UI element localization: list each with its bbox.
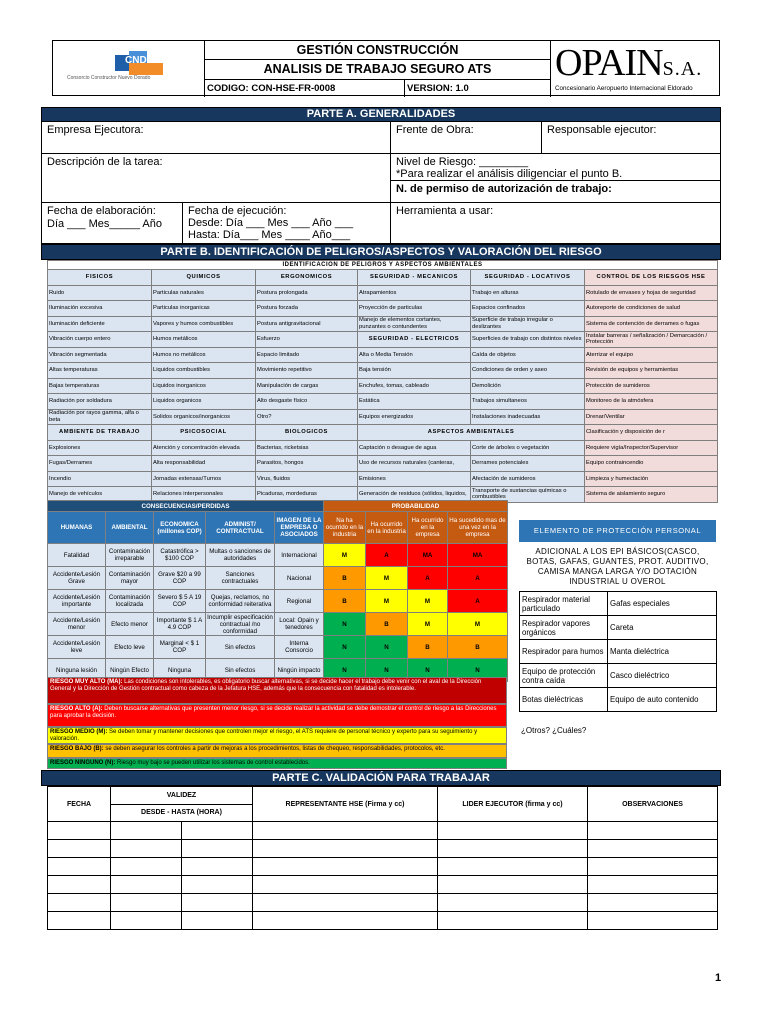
hazard-option[interactable]: Trabajos simultaneos	[471, 394, 585, 410]
validation-cell[interactable]	[111, 876, 253, 894]
validation-cell[interactable]	[111, 822, 253, 840]
hazard-option[interactable]: Humos metálicos	[152, 332, 256, 348]
risk-level-cell[interactable]: B	[324, 567, 366, 590]
consequence-cell: Accidente/Lesión menor	[48, 613, 106, 636]
risk-level-cell[interactable]: A	[448, 567, 508, 590]
hazard-option[interactable]: Requiere vigía/Inspector/Supervisor	[585, 440, 718, 456]
epp-item[interactable]: Respirador para humos	[520, 640, 608, 664]
hazard-category-header: AMBIENTE DE TRABAJO	[48, 425, 152, 441]
hasta-cell[interactable]	[182, 876, 252, 893]
hazards-table	[47, 260, 718, 503]
hazard-option[interactable]: Rotulado de envases y hojas de seguridad	[585, 285, 718, 301]
hazard-option[interactable]: Jornadas extensas/Turnos	[152, 471, 256, 487]
hazard-option[interactable]: Demolición	[471, 378, 585, 394]
risk-level-cell[interactable]: B	[324, 590, 366, 613]
hazard-option[interactable]: Alta o Media Tensión	[358, 347, 471, 363]
risk-legend-text: Se deben tomar y mantener decisiones que controlen mejor el riesgo, el ATS requiere de personal técnico y experto para su seguimiento y valoración.	[50, 729, 478, 742]
validation-cell[interactable]	[253, 858, 438, 876]
hazard-option[interactable]: Afectación de sumideros	[471, 471, 585, 487]
desde-cell[interactable]	[111, 822, 182, 839]
fecha-elaboracion-line: Día ___ Mes_____ Año	[47, 218, 162, 230]
risk-level-cell[interactable]: B	[366, 613, 408, 636]
fecha-ejecucion-desde: Desde: Día ___ Mes ___ Año ___	[188, 217, 354, 229]
hazard-option[interactable]: Parasitos, hongos	[256, 456, 358, 472]
risk-level-cell[interactable]: M	[366, 567, 408, 590]
hazard-option[interactable]: Equipo contraincendio	[585, 456, 718, 472]
epp-title: ELEMENTO DE PROTECCIÓN PERSONAL	[519, 520, 716, 542]
hazard-option[interactable]: Autoreporte de condiciones de salud	[585, 301, 718, 317]
validation-cell[interactable]	[253, 822, 438, 840]
hasta-cell[interactable]	[182, 840, 252, 857]
risk-matrix	[47, 500, 508, 682]
validation-cell[interactable]	[48, 858, 111, 876]
validation-cell[interactable]	[438, 822, 588, 840]
consequence-cell: Contaminación mayor	[106, 567, 154, 590]
validation-cell[interactable]	[588, 912, 718, 930]
doc-subtitle: ANALISIS DE TRABAJO SEGURO ATS	[205, 60, 550, 80]
epp-item[interactable]: Casco dieléctrico	[608, 664, 717, 688]
consequence-cell: Incumplir especificación contractual /no conformidad	[207, 613, 273, 635]
empresa-field[interactable]: Empresa Ejecutora:	[41, 121, 391, 154]
hazard-option[interactable]: Liquidos combustibles	[152, 363, 256, 379]
consequence-cell: Severo $ 5 A 19 COP	[154, 590, 206, 613]
validation-cell[interactable]	[438, 876, 588, 894]
consequence-cell: Marginal < $ 1 COP	[154, 636, 206, 659]
desde-cell[interactable]	[111, 912, 182, 929]
hazard-option[interactable]: Drenar/Ventilar	[585, 409, 718, 425]
consequence-cell: Ningún Efecto	[106, 659, 154, 682]
consequence-cell: Multas o sanciones de autoridades	[206, 544, 275, 567]
validation-cell[interactable]	[438, 912, 588, 930]
hazard-category-header: CONTROL DE LOS RIESGOS HSE	[585, 270, 718, 286]
frente-field[interactable]: Frente de Obra:	[390, 121, 542, 154]
risk-legend-item	[47, 758, 507, 769]
hazard-option[interactable]: Incendio	[48, 471, 152, 487]
hazard-option[interactable]: Estática	[358, 394, 471, 410]
validation-cell[interactable]	[111, 912, 253, 930]
hasta-cell[interactable]	[182, 912, 252, 929]
risk-legend-text: Deben buscarse alternativas que presenten menor riesgo, si se decide realizar la actividad se debe demostrar el control de riesgo a las Direcciones para aprobar la decisión.	[50, 706, 497, 719]
hazard-option[interactable]: Particulas naturales	[152, 285, 256, 301]
consequence-cell: Fatalidad	[48, 544, 106, 567]
hazard-option[interactable]: Solidos organicos/inorganicos	[152, 409, 256, 425]
nivel-riesgo-field[interactable]	[390, 153, 721, 181]
hazard-option[interactable]: Radiación por soldadura	[48, 394, 152, 410]
hazard-option[interactable]: Vibración segmentada	[48, 347, 152, 363]
fecha-ejecucion-label: Fecha de ejecución:	[188, 205, 287, 217]
consequence-cell: Catastrófica > $100 COP	[154, 544, 206, 567]
hazard-option[interactable]: Vibración cuerpo entero	[48, 332, 152, 348]
company-logo	[53, 41, 205, 97]
risk-legend-title: RIESGO MEDIO (M):	[50, 729, 108, 735]
validation-cell[interactable]	[48, 822, 111, 840]
hazard-option[interactable]: Iluminación deficiente	[48, 316, 152, 332]
hazard-option[interactable]: Superficies de trabajo con distintos niveles	[471, 332, 585, 348]
hazard-option[interactable]: Sistema de contención de derrames o fugas	[585, 316, 718, 332]
risk-level-cell[interactable]: A	[366, 544, 408, 567]
risk-level-cell[interactable]: N	[366, 636, 408, 659]
validation-cell[interactable]	[253, 894, 438, 912]
hazard-option[interactable]: Monitoreo de la atmósfera	[585, 394, 718, 410]
validation-cell[interactable]	[588, 894, 718, 912]
hazard-option[interactable]: Baja tensión	[358, 363, 471, 379]
fecha-elaboracion-label: Fecha de elaboración:	[47, 205, 156, 217]
hazard-category-header: SEGURIDAD - MECANICOS	[358, 270, 471, 286]
hazard-option[interactable]: Sistema de aislamiento seguro	[585, 487, 718, 503]
epp-item[interactable]: Respirador material particulado	[520, 592, 608, 616]
company-subtitle: Consorcio Constructor Nuevo Dorado	[67, 75, 151, 81]
hazard-category-header: PSICOSOCIAL	[152, 425, 256, 441]
risk-level-cell[interactable]: N	[408, 659, 448, 682]
consequence-cell: Contaminación localizada	[106, 590, 154, 613]
hazard-option[interactable]: Equipos energizados	[358, 409, 471, 425]
probability-column-header: Ha ocurrido en la industria	[366, 512, 408, 544]
risk-level-cell[interactable]: MA	[408, 544, 448, 567]
risk-level-cell[interactable]: M	[448, 613, 508, 636]
hazard-option[interactable]: Superficie de trabajo irregular o deslizantes	[471, 316, 585, 332]
hazard-option[interactable]: Vapores y humos combustibles	[152, 316, 256, 332]
epp-item[interactable]: Equipo de auto contenido	[608, 688, 717, 712]
consequence-cell: Internacional	[275, 544, 324, 567]
risk-level-cell[interactable]: M	[324, 544, 366, 567]
hazard-option[interactable]: Bajas temperaturas	[48, 378, 152, 394]
consequence-cell: Accidente/Lesión leve	[48, 636, 106, 659]
hazard-option[interactable]: Postura forzada	[256, 301, 358, 317]
hazard-option[interactable]: Picaduras, mordeduras	[256, 487, 358, 503]
consequence-cell: Ninguna lesión	[48, 659, 106, 682]
hazard-option[interactable]: Liquidos organicos	[152, 394, 256, 410]
hazard-option[interactable]: Fugas/Derrames	[48, 456, 152, 472]
client-logo-suffix: S.A.	[662, 58, 703, 80]
consequence-cell: Sin efectos	[206, 659, 275, 682]
hazard-option[interactable]: Relaciones interpersonales	[152, 487, 256, 503]
validation-cell[interactable]	[588, 858, 718, 876]
part-b-title: PARTE B. IDENTIFICACIÓN DE PELIGROS/ASPECTOS Y VALORACIÓN DEL RIESGO	[41, 244, 721, 260]
hazard-option[interactable]: Limpieza y humectación	[585, 471, 718, 487]
hazard-option[interactable]: Instalar barreras / señalización / Demarcación / Protección	[585, 332, 718, 348]
hazard-option[interactable]: SEGURIDAD - ELECTRICOS	[358, 332, 471, 348]
hazard-option[interactable]: Corte de árboles o vegetación	[471, 440, 585, 456]
hazard-option[interactable]: Radiación por rayos gamma, alfa o beta	[48, 409, 152, 425]
validation-cell[interactable]	[253, 912, 438, 930]
risk-level-cell[interactable]: A	[408, 567, 448, 590]
hazard-option[interactable]: Alta responsabilidad	[152, 456, 256, 472]
risk-level-cell[interactable]: B	[448, 636, 508, 659]
part-a-title: PARTE A. GENERALIDADES	[41, 107, 721, 122]
risk-legend-item	[47, 727, 507, 744]
risk-legend-item	[47, 704, 507, 727]
client-logo	[551, 41, 721, 97]
validation-cell[interactable]	[438, 840, 588, 858]
hazard-option[interactable]: Explosiones	[48, 440, 152, 456]
epp-table	[519, 591, 717, 712]
desde-hasta-header: DESDE - HASTA (HORA)	[111, 804, 253, 822]
consequence-cell: Interna Consorcio	[275, 636, 324, 659]
desde-cell[interactable]	[111, 840, 182, 857]
fecha-elaboracion-field[interactable]	[41, 202, 183, 244]
hasta-cell[interactable]	[182, 822, 252, 839]
validation-cell[interactable]	[48, 894, 111, 912]
consequence-cell: Accidente/Lesión Grave	[48, 567, 106, 590]
hazard-option[interactable]: Enchufes, tomas, cableado	[358, 378, 471, 394]
desde-cell[interactable]	[111, 876, 182, 893]
hazard-option[interactable]: Atrapamientos	[358, 285, 471, 301]
risk-legend-item	[47, 744, 507, 758]
document-header	[52, 40, 720, 96]
hazard-option[interactable]: Postura antigravitacional	[256, 316, 358, 332]
validation-cell[interactable]	[588, 822, 718, 840]
consequence-column-header: HUMANAS	[48, 512, 106, 544]
hazard-option[interactable]: Instalaciones inadecuadas	[471, 409, 585, 425]
client-logo-text: OPAIN	[555, 42, 663, 84]
desde-cell[interactable]	[111, 858, 182, 875]
client-subtitle: Concesionario Aeropuerto Internacional Eldorado	[555, 85, 693, 92]
lider-header: LIDER EJECUTOR (firma y cc)	[438, 787, 588, 822]
risk-level-cell[interactable]: M	[366, 590, 408, 613]
consequence-cell: Ninguna	[154, 659, 206, 682]
validez-header: VALIDEZ	[111, 787, 253, 805]
consequence-cell: Grave $20 a 99 COP	[154, 567, 206, 590]
consequence-column-header: IMAGEN DE LA EMPRESA O ASOCIADOS	[275, 512, 324, 544]
probabilidad-header: PROBABILIDAD	[324, 501, 508, 512]
hazard-option[interactable]: Iluminación excesiva	[48, 301, 152, 317]
observaciones-header: OBSERVACIONES	[588, 787, 718, 822]
consequence-cell: Efecto leve	[106, 636, 154, 659]
consequence-cell: Local: Opain y tenedores	[275, 613, 324, 636]
risk-legend-text: Las condiciones son intolerables, es obligatorio buscar alternativas, si se decide hacer el trabajo debe venir con el aval de la Dirección General y la Dirección de Gestión contractual como cabeza de la Jefatura HSE, además que la consecuencia con fatalidad es intolerable.	[50, 679, 482, 692]
hazard-option[interactable]: Espacio limitado	[256, 347, 358, 363]
validation-cell[interactable]	[48, 840, 111, 858]
hazard-option[interactable]: Revisión de equipos y herramientas	[585, 363, 718, 379]
consequence-cell: Accidente/Lesión importante	[48, 590, 106, 613]
consequence-column-header: ADMINIST/ CONTRACTUAL	[206, 512, 275, 544]
hazard-option[interactable]: Proyección de particulas	[358, 301, 471, 317]
risk-legend-title: RIESGO BAJO (B):	[50, 746, 104, 752]
hazard-option[interactable]: Captación o desague de agua	[358, 440, 471, 456]
hazard-option[interactable]: Derrames potenciales	[471, 456, 585, 472]
hazard-option[interactable]: Condiciones de orden y aseo	[471, 363, 585, 379]
hazard-option[interactable]: Emisiones	[358, 471, 471, 487]
fecha-ejecucion-hasta: Hasta: Día___ Mes ____ Año___	[188, 229, 351, 241]
epp-item[interactable]: Gafas especiales	[608, 592, 717, 616]
consequence-cell: Importante $ 1 A 4.9 COP	[154, 613, 206, 636]
validation-cell[interactable]	[111, 894, 253, 912]
consequence-column-header: ECONOMICA (millones COP)	[154, 512, 206, 544]
hazard-category-header: QUIMICOS	[152, 270, 256, 286]
doc-title: GESTIÓN CONSTRUCCIÓN	[205, 41, 550, 60]
consequence-cell: Contaminación irreparable	[106, 544, 154, 567]
consequence-column-header: AMBIENTAL	[106, 512, 154, 544]
validation-cell[interactable]	[588, 876, 718, 894]
consequence-cell: Ningún impacto	[275, 659, 324, 682]
fecha-ejecucion-field[interactable]	[182, 202, 391, 244]
risk-legend-text: se deben asegurar los controles a partir de mejoras a los procedimientos, listas de chequeo, responsabilidades, protocolos, etc.	[103, 746, 445, 752]
hazard-option[interactable]: Particulas inorganicas	[152, 301, 256, 317]
nivel-riesgo-label: Nivel de Riesgo: ________	[396, 156, 529, 168]
epp-item[interactable]: Equipo de protección contra caída	[520, 664, 608, 688]
validation-cell[interactable]	[253, 840, 438, 858]
hazard-option[interactable]: Manejo de vehículos	[48, 487, 152, 503]
validation-cell[interactable]	[111, 858, 253, 876]
page-number: 1	[715, 972, 722, 984]
risk-legend-title: RIESGO ALTO (A):	[50, 706, 103, 712]
consequence-cell: Nacional	[275, 567, 324, 590]
hazard-option[interactable]: Uso de recursos naturales (canteras,	[358, 456, 471, 472]
consecuencias-header: CONSECUENCIAS/PERDIDAS	[48, 501, 324, 512]
probability-column-header: Na ha ocurrido en la industria	[324, 512, 366, 544]
risk-level-cell[interactable]: A	[448, 590, 508, 613]
probability-column-header: Ha sucedido mas de una vez en la empresa	[448, 512, 508, 544]
hazard-category-header: FISICOS	[48, 270, 152, 286]
risk-level-cell[interactable]: N	[324, 659, 366, 682]
hazard-option[interactable]: Aterrizar el equipo	[585, 347, 718, 363]
hazard-category-header: BIOLOGICOS	[256, 425, 358, 441]
nivel-riesgo-note: *Para realizar el análisis diligenciar el punto B.	[396, 168, 623, 180]
epp-other[interactable]: ¿Otros? ¿Cuáles?	[521, 726, 587, 735]
hazard-option[interactable]: Generación de residuos (sólidos, liquidos,	[358, 487, 471, 503]
permiso-field[interactable]: N. de permiso de autorización de trabajo:	[390, 180, 721, 203]
hazard-option[interactable]: Esfuerzo	[256, 332, 358, 348]
epp-item[interactable]: Careta	[608, 616, 717, 640]
hazard-category-header: Clasificación y disposición de r	[585, 425, 718, 441]
hazard-option[interactable]: Alto desgaste físico	[256, 394, 358, 410]
validation-cell[interactable]	[253, 876, 438, 894]
validation-table	[47, 786, 718, 930]
doc-code: CODIGO: CON-HSE-FR-0008	[205, 80, 405, 97]
hazard-option[interactable]: Trabajo en alturas	[471, 285, 585, 301]
hazard-option[interactable]: Postura prolongada	[256, 285, 358, 301]
risk-legend-item	[47, 677, 507, 704]
desde-cell[interactable]	[111, 894, 182, 911]
fecha-header: FECHA	[48, 787, 111, 822]
hazard-category-header: ASPECTOS AMBIENTALES	[358, 425, 585, 441]
hazard-option[interactable]: Caída de objetos	[471, 347, 585, 363]
hazard-option[interactable]: Virus, fluidos	[256, 471, 358, 487]
validation-cell[interactable]	[438, 894, 588, 912]
consequence-cell: Sanciones contractuales	[206, 567, 275, 590]
company-logo-text: CND	[125, 55, 147, 66]
representante-header: REPRESENTANTE HSE (Firma y cc)	[253, 787, 438, 822]
risk-level-cell[interactable]: N	[448, 659, 508, 682]
responsable-field[interactable]: Responsable ejecutor:	[541, 121, 721, 154]
risk-level-cell[interactable]: B	[408, 636, 448, 659]
validation-cell[interactable]	[48, 876, 111, 894]
hasta-cell[interactable]	[182, 858, 252, 875]
consequence-cell: Sin efectos	[206, 636, 275, 659]
risk-level-cell[interactable]: N	[366, 659, 408, 682]
hazard-option[interactable]: Movimiento repetitivo	[256, 363, 358, 379]
hazard-option[interactable]: Protección de sumideros	[585, 378, 718, 394]
hazard-option[interactable]: Manejo de elementos cortantes, punzantes o contundentes	[358, 316, 471, 332]
hazard-category-header: ERGONOMICOS	[256, 270, 358, 286]
validation-cell[interactable]	[438, 858, 588, 876]
hazard-option[interactable]: Otro?	[256, 409, 358, 425]
risk-level-cell[interactable]: M	[408, 613, 448, 636]
hazard-option[interactable]: Espacios confinados	[471, 301, 585, 317]
probability-column-header: Ha ocurrido en la empresa	[408, 512, 448, 544]
hazard-option[interactable]: Transporte de sustancias químicas o combustibles	[471, 487, 585, 503]
doc-version: VERSION: 1.0	[407, 83, 469, 94]
risk-legend-title: RIESGO NINGUNO (N):	[50, 760, 116, 766]
validation-cell[interactable]	[111, 840, 253, 858]
hazard-option[interactable]: Ruido	[48, 285, 152, 301]
consequence-cell: Efecto menor	[106, 613, 154, 636]
risk-level-cell[interactable]: N	[324, 613, 366, 636]
hazard-option[interactable]: Liquidos inorganicos	[152, 378, 256, 394]
risk-level-cell[interactable]: MA	[448, 544, 508, 567]
risk-level-cell[interactable]: M	[408, 590, 448, 613]
part-c-title: PARTE C. VALIDACIÓN PARA TRABAJAR	[41, 770, 721, 786]
hazards-subtitle: IDENTIFICACIÓN DE PELIGROS Y ASPECTOS AMBIENTALES	[48, 261, 718, 270]
epp-item[interactable]: Manta dieléctrica	[608, 640, 717, 664]
risk-legend-title: RIESGO MUY ALTO (MA):	[50, 679, 123, 685]
consequence-cell: Quejas, reclamos, no conformidad reiterativa	[206, 590, 275, 613]
hazard-option[interactable]: Manipulación de cargas	[256, 378, 358, 394]
hazard-option[interactable]: Bacterias, ricketsias	[256, 440, 358, 456]
epp-item[interactable]: Respirador vapores orgánicos	[520, 616, 608, 640]
epp-item[interactable]: Botas dieléctricas	[520, 688, 608, 712]
validation-cell[interactable]	[48, 912, 111, 930]
validation-cell[interactable]	[588, 840, 718, 858]
hazard-option[interactable]: Atención y concentración elevada	[152, 440, 256, 456]
hazard-option[interactable]: Humos no metálicos	[152, 347, 256, 363]
risk-legend-text: Riesgo muy bajo se pueden utilizar los sistemas de control establecidos.	[115, 760, 310, 766]
hazard-option[interactable]: Altas temperaturas	[48, 363, 152, 379]
hasta-cell[interactable]	[182, 894, 252, 911]
consequence-cell: Regional	[275, 590, 324, 613]
hazard-category-header: SEGURIDAD - LOCATIVOS	[471, 270, 585, 286]
herramienta-field[interactable]: Herramienta a usar:	[390, 202, 721, 244]
epp-intro: ADICIONAL A LOS EPI BÁSICOS(CASCO, BOTAS, GAFAS, GUANTES, PROT. AUDITIVO, CAMISA MANGA LARGA Y/O DOTACIÓN INDUSTRIAL U OVEROL	[526, 547, 709, 586]
descripcion-field[interactable]: Descripción de la tarea:	[41, 153, 391, 203]
risk-level-cell[interactable]: N	[324, 636, 366, 659]
